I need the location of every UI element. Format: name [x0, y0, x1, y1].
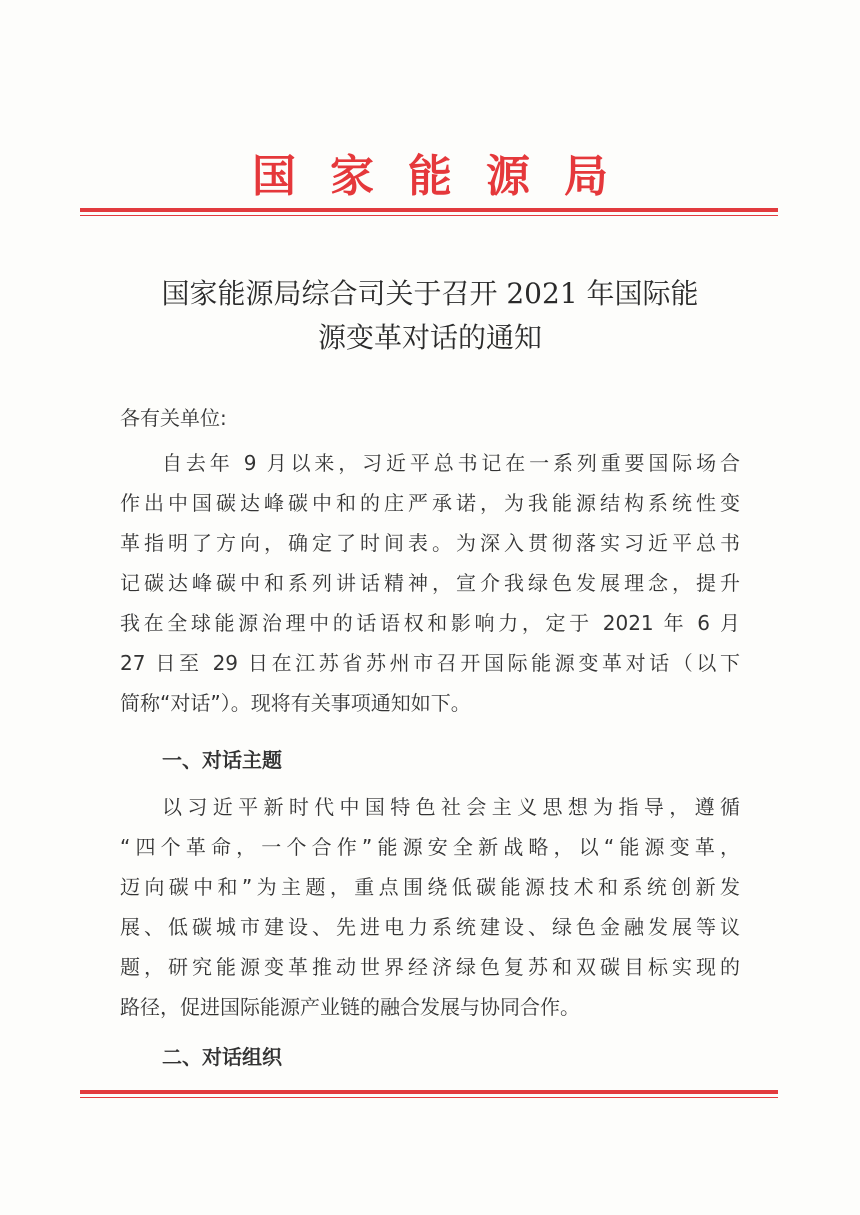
paragraph-line: 27 日至 29 日在江苏省苏州市召开国际能源变革对话（以下	[120, 651, 740, 675]
paragraph-line: 简称“对话”）。现将有关事项通知如下。	[120, 691, 471, 715]
document-title-line: 国家能源局综合司关于召开 2021 年国际能	[161, 277, 699, 310]
paragraph-theme	[120, 787, 740, 1027]
paragraph-line: 题，研究能源变革推动世界经济绿色复苏和双碳目标实现的	[120, 955, 740, 979]
header-red-rule	[80, 208, 778, 216]
paragraph-line: “四个革命，一个合作”能源安全新战略，以“能源变革，	[120, 835, 740, 859]
header-rule-thin	[80, 215, 778, 216]
paragraph-line: 展、低碳城市建设、先进电力系统建设、绿色金融发展等议	[120, 915, 740, 939]
document-title	[95, 272, 765, 360]
header-rule-thick	[80, 208, 778, 212]
footer-rule-thick	[80, 1090, 778, 1094]
paragraph-line: 作出中国碳达峰碳中和的庄严承诺，为我能源结构系统性变	[120, 491, 740, 515]
paragraph-line: 记碳达峰碳中和系列讲话精神，宣介我绿色发展理念，提升	[120, 571, 740, 595]
footer-rule-thin	[80, 1097, 778, 1098]
paragraph-line: 路径，促进国际能源产业链的融合发展与协同合作。	[120, 995, 580, 1019]
paragraph-line: 以习近平新时代中国特色社会主义思想为指导，遵循	[162, 795, 740, 819]
paragraph-line: 我在全球能源治理中的话语权和影响力，定于 2021 年 6 月	[120, 611, 740, 635]
issuing-authority-header: 国家能源局	[252, 151, 642, 202]
section-heading-organization: 二、对话组织	[162, 1045, 282, 1069]
section-heading-theme: 一、对话主题	[162, 748, 282, 772]
footer-red-rule	[80, 1090, 778, 1098]
paragraph-intro	[120, 443, 740, 723]
paragraph-line: 革指明了方向，确定了时间表。为深入贯彻落实习近平总书	[120, 531, 740, 555]
salutation: 各有关单位:	[120, 406, 227, 430]
paragraph-line: 自去年 9 月以来，习近平总书记在一系列重要国际场合	[162, 451, 740, 475]
document-title-line: 源变革对话的通知	[317, 321, 542, 354]
paragraph-line: 迈向碳中和”为主题，重点围绕低碳能源技术和系统创新发	[120, 875, 740, 899]
